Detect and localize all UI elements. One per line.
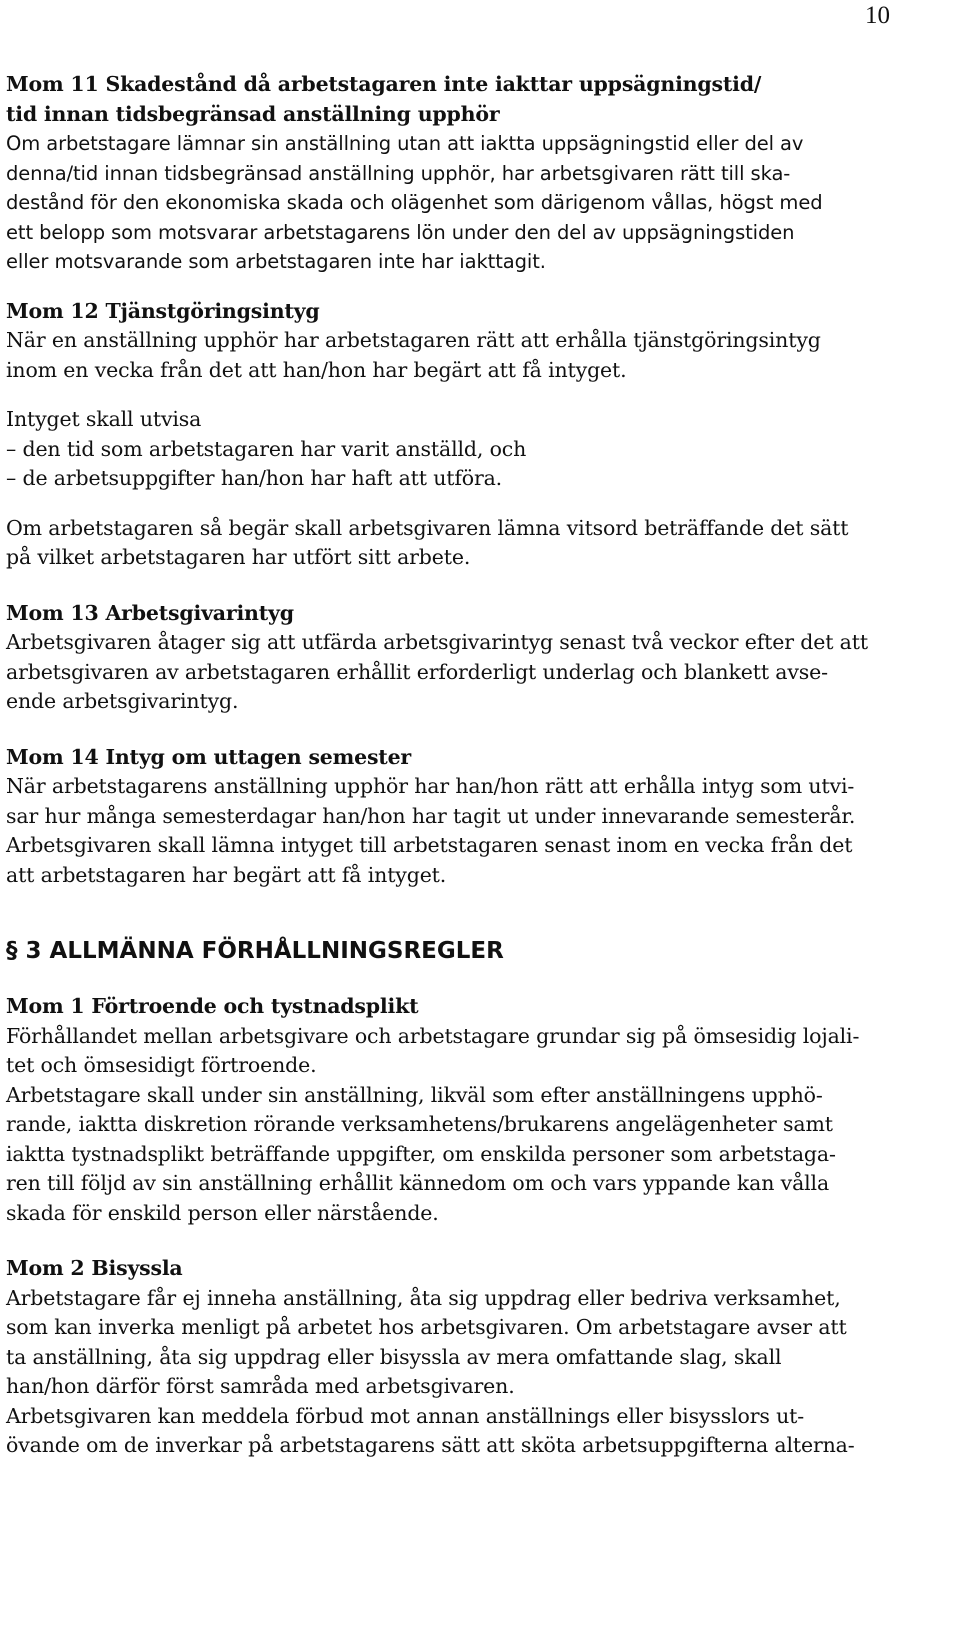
document-body — [6, 70, 951, 1461]
s3-mom-2-text-line: Arbetstagare får ej inneha anställning, åta sig uppdrag eller bedriva verksamhet, — [6, 1285, 841, 1310]
mom-12-text-line: på vilket arbetstagaren har utfört sitt arbete. — [6, 545, 471, 569]
s3-mom-1-heading: Mom 1 Förtroende och tystnadsplikt — [6, 994, 419, 1018]
section-mom-13 — [6, 599, 951, 717]
section-3-mom-1 — [6, 992, 951, 1228]
mom-12-text-line: Om arbetstagaren så begär skall arbetsgivaren lämna vitsord beträffande det sätt — [6, 515, 849, 540]
s3-mom-1-text-line: Arbetstagare skall under sin anställning, likväl som efter anställningens upphö- — [6, 1082, 823, 1107]
s3-mom-2-text-line: övande om de inverkar på arbetstagarens sätt att sköta arbetsuppgifterna alterna- — [6, 1433, 855, 1457]
mom-12-text-line: Intyget skall utvisa — [6, 407, 202, 431]
s3-mom-1-text-line: skada för enskild person eller närstående. — [6, 1200, 439, 1225]
section-mom-12 — [6, 297, 951, 573]
mom-14-text-line: När arbetstagarens anställning upphör har han/hon rätt att erhålla intyg som utvi- — [6, 774, 855, 798]
s3-mom-2-text-line: Arbetsgivaren kan meddela förbud mot annan anställnings eller bisysslors ut- — [6, 1403, 805, 1428]
mom-11-text-line: Om arbetstagare lämnar sin anställning utan att iaktta uppsägningstid eller del av — [6, 132, 804, 155]
s3-mom-1-text-line: ren till följd av sin anställning erhållit kännedom om och vars yppande kan vålla — [6, 1171, 830, 1195]
s3-mom-2-text-line: som kan inverka menligt på arbetet hos arbetsgivaren. Om arbetstagare avser att — [6, 1315, 847, 1339]
s3-mom-2-heading: Mom 2 Bisyssla — [6, 1256, 183, 1280]
s3-mom-2-text-line: ta anställning, åta sig uppdrag eller bisyssla av mera omfattande slag, skall — [6, 1344, 782, 1369]
section-mom-14 — [6, 743, 951, 891]
mom-11-heading-line-2: tid innan tidsbegränsad anställning upphör — [6, 101, 500, 126]
s3-mom-2-text-line: han/hon därför först samråda med arbetsgivaren. — [6, 1374, 515, 1398]
mom-12-heading: Mom 12 Tjänstgöringsintyg — [6, 298, 320, 323]
mom-11-text-line: eller motsvarande som arbetstagaren inte har iakttagit. — [6, 250, 546, 273]
page-number: 10 — [865, 2, 890, 29]
mom-11-text-line: destånd för den ekonomiska skada och olägenhet som därigenom vållas, högst med — [6, 191, 823, 214]
s3-mom-1-text-line: rande, iaktta diskretion rörande verksamhetens/brukarens angelägenheter samt — [6, 1112, 833, 1136]
section-3-heading: § 3 ALLMÄNNA FÖRHÅLLNINGSREGLER — [6, 938, 504, 964]
mom-12-list-item: – den tid som arbetstagaren har varit anställd, och — [6, 436, 527, 461]
mom-12-list-item: – de arbetsuppgifter han/hon har haft att utföra. — [6, 466, 503, 490]
mom-11-text-line: ett belopp som motsvarar arbetstagarens lön under den del av uppsägningstiden — [6, 220, 795, 244]
s3-mom-1-text-line: Förhållandet mellan arbetsgivare och arbetstagare grundar sig på ömsesidig lojali- — [6, 1023, 860, 1048]
mom-14-text-line: sar hur många semesterdagar han/hon har tagit ut under innevarande semesterår. — [6, 803, 856, 828]
section-mom-11 — [6, 70, 951, 277]
mom-14-text-line: Arbetsgivaren skall lämna intyget till arbetstagaren senast inom en vecka från det — [6, 833, 853, 857]
mom-13-text-line: ende arbetsgivarintyg. — [6, 689, 239, 713]
mom-13-text-line: Arbetsgivaren åtager sig att utfärda arbetsgivarintyg senast två veckor efter det att — [6, 630, 868, 654]
mom-12-text-line: inom en vecka från det att han/hon har begärt att få intyget. — [6, 357, 627, 382]
mom-13-text-line: arbetsgivaren av arbetstagaren erhållit erforderligt underlag och blankett avse- — [6, 659, 828, 684]
mom-11-text-line: denna/tid innan tidsbegränsad anställning upphör, har arbetsgivaren rätt till ska- — [6, 161, 791, 185]
mom-11-heading-line-1: Mom 11 Skadestånd då arbetstagaren inte iakttar uppsägningstid/ — [6, 72, 762, 96]
mom-14-heading: Mom 14 Intyg om uttagen semester — [6, 744, 412, 769]
mom-13-heading: Mom 13 Arbetsgivarintyg — [6, 600, 294, 625]
mom-14-text-line: att arbetstagaren har begärt att få intyget. — [6, 862, 447, 887]
s3-mom-1-text-line: tet och ömsesidigt förtroende. — [6, 1053, 317, 1077]
s3-mom-1-text-line: iaktta tystnadsplikt beträffande uppgifter, om enskilda personer som arbetstaga- — [6, 1141, 836, 1166]
mom-12-text-line: När en anställning upphör har arbetstagaren rätt att erhålla tjänstgöringsintyg — [6, 328, 821, 352]
section-3-mom-2 — [6, 1254, 951, 1461]
